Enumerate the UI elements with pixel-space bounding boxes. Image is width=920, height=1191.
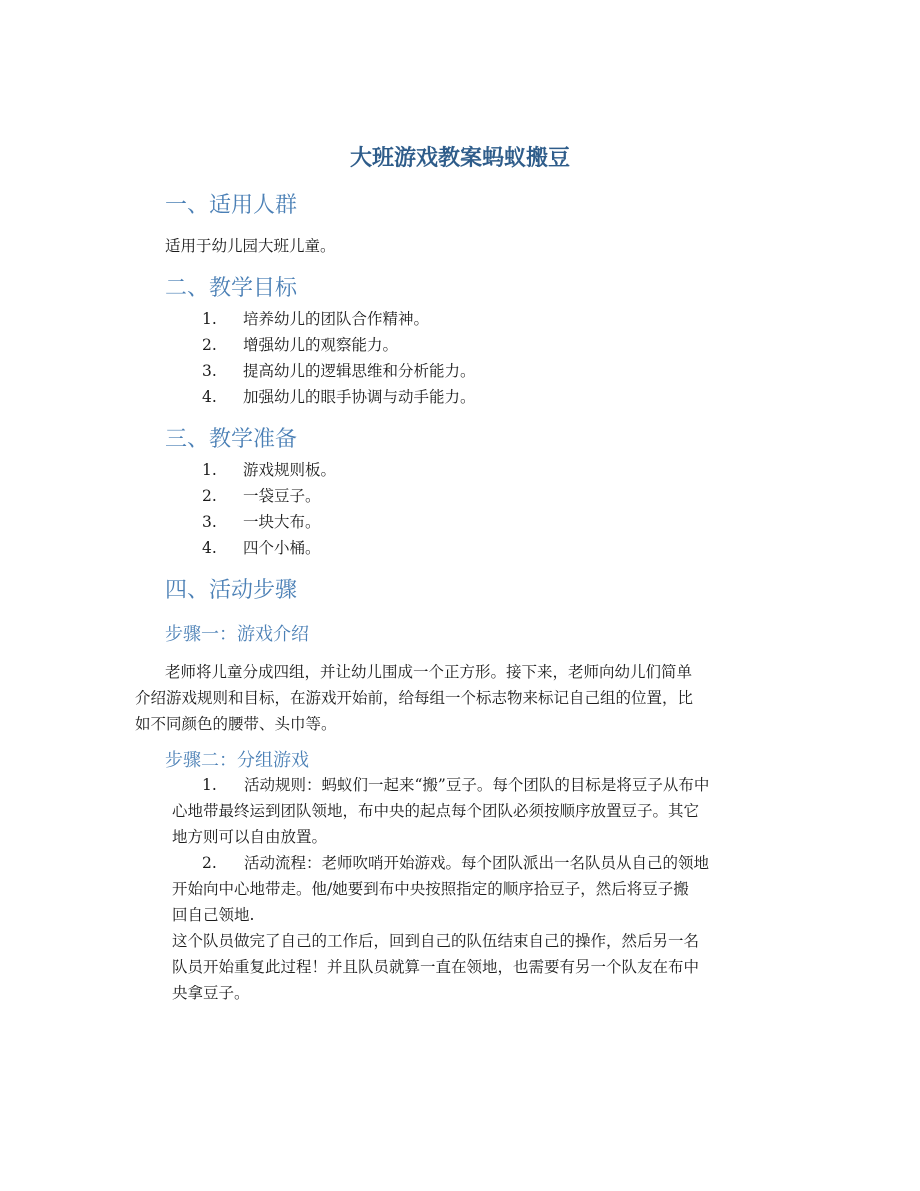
list-number: 2. (202, 336, 217, 354)
paragraph-line: 这个队员做完了自己的工作后，回到自己的队伍结束自己的操作，然后另一名 (172, 932, 700, 950)
section-heading-steps: 四、活动步骤 (165, 578, 298, 603)
document-title: 大班游戏教案蚂蚁搬豆 (349, 146, 570, 171)
list-text: 培养幼儿的团队合作精神。 (243, 310, 430, 328)
audience-paragraph: 适用于幼儿园大班儿童。 (165, 237, 336, 255)
paragraph-line: 回自己领地. (172, 906, 255, 924)
list-number: 1. (202, 776, 217, 794)
paragraph-line: 地方则可以自由放置。 (172, 828, 328, 846)
list-text: 一块大布。 (243, 513, 321, 531)
paragraph-line: 心地带最终运到团队领地，布中央的起点每个团队必须按顺序放置豆子。其它 (172, 802, 700, 820)
list-number: 3. (202, 362, 217, 380)
list-text: 四个小桶。 (243, 539, 321, 557)
paragraph-line: 队员开始重复此过程！并且队员就算一直在领地，也需要有另一个队友在布中 (172, 958, 700, 976)
list-number: 1. (202, 310, 217, 328)
step-heading-group-game: 步骤二：分组游戏 (165, 750, 309, 771)
list-number: 1. (202, 461, 217, 479)
list-number: 2. (202, 854, 217, 872)
list-text: 加强幼儿的眼手协调与动手能力。 (243, 388, 476, 406)
list-number: 4. (202, 388, 217, 406)
section-heading-objectives: 二、教学目标 (165, 276, 298, 301)
paragraph-line: 如不同颜色的腰带、头巾等。 (135, 715, 337, 733)
step-heading-intro: 步骤一：游戏介绍 (165, 624, 309, 645)
list-text: 一袋豆子。 (243, 487, 321, 505)
paragraph-line: 开始向中心地带走。他/她要到布中央按照指定的顺序拾豆子，然后将豆子搬 (172, 880, 689, 898)
list-text: 游戏规则板。 (243, 461, 337, 479)
list-text: 提高幼儿的逻辑思维和分析能力。 (243, 362, 476, 380)
section-heading-audience: 一、适用人群 (165, 193, 298, 218)
paragraph-line: 老师将儿童分成四组，并让幼儿围成一个正方形。接下来，老师向幼儿们简单 (165, 663, 693, 681)
paragraph-line: 活动流程：老师吹哨开始游戏。每个团队派出一名队员从自己的领地 (244, 854, 710, 872)
list-number: 2. (202, 487, 217, 505)
paragraph-line: 介绍游戏规则和目标，在游戏开始前，给每组一个标志物来标记自己组的位置，比 (135, 689, 694, 707)
section-heading-preparation: 三、教学准备 (165, 427, 298, 452)
procedure-item (172, 850, 787, 1006)
paragraph-line: 活动规则：蚂蚁们一起来“搬”豆子。每个团队的目标是将豆子从布中 (244, 776, 710, 794)
list-number: 3. (202, 513, 217, 531)
step-intro-paragraph (135, 659, 790, 737)
paragraph-line: 央拿豆子。 (172, 984, 250, 1002)
rule-item (172, 772, 787, 850)
list-text: 增强幼儿的观察能力。 (243, 336, 399, 354)
list-number: 4. (202, 539, 217, 557)
